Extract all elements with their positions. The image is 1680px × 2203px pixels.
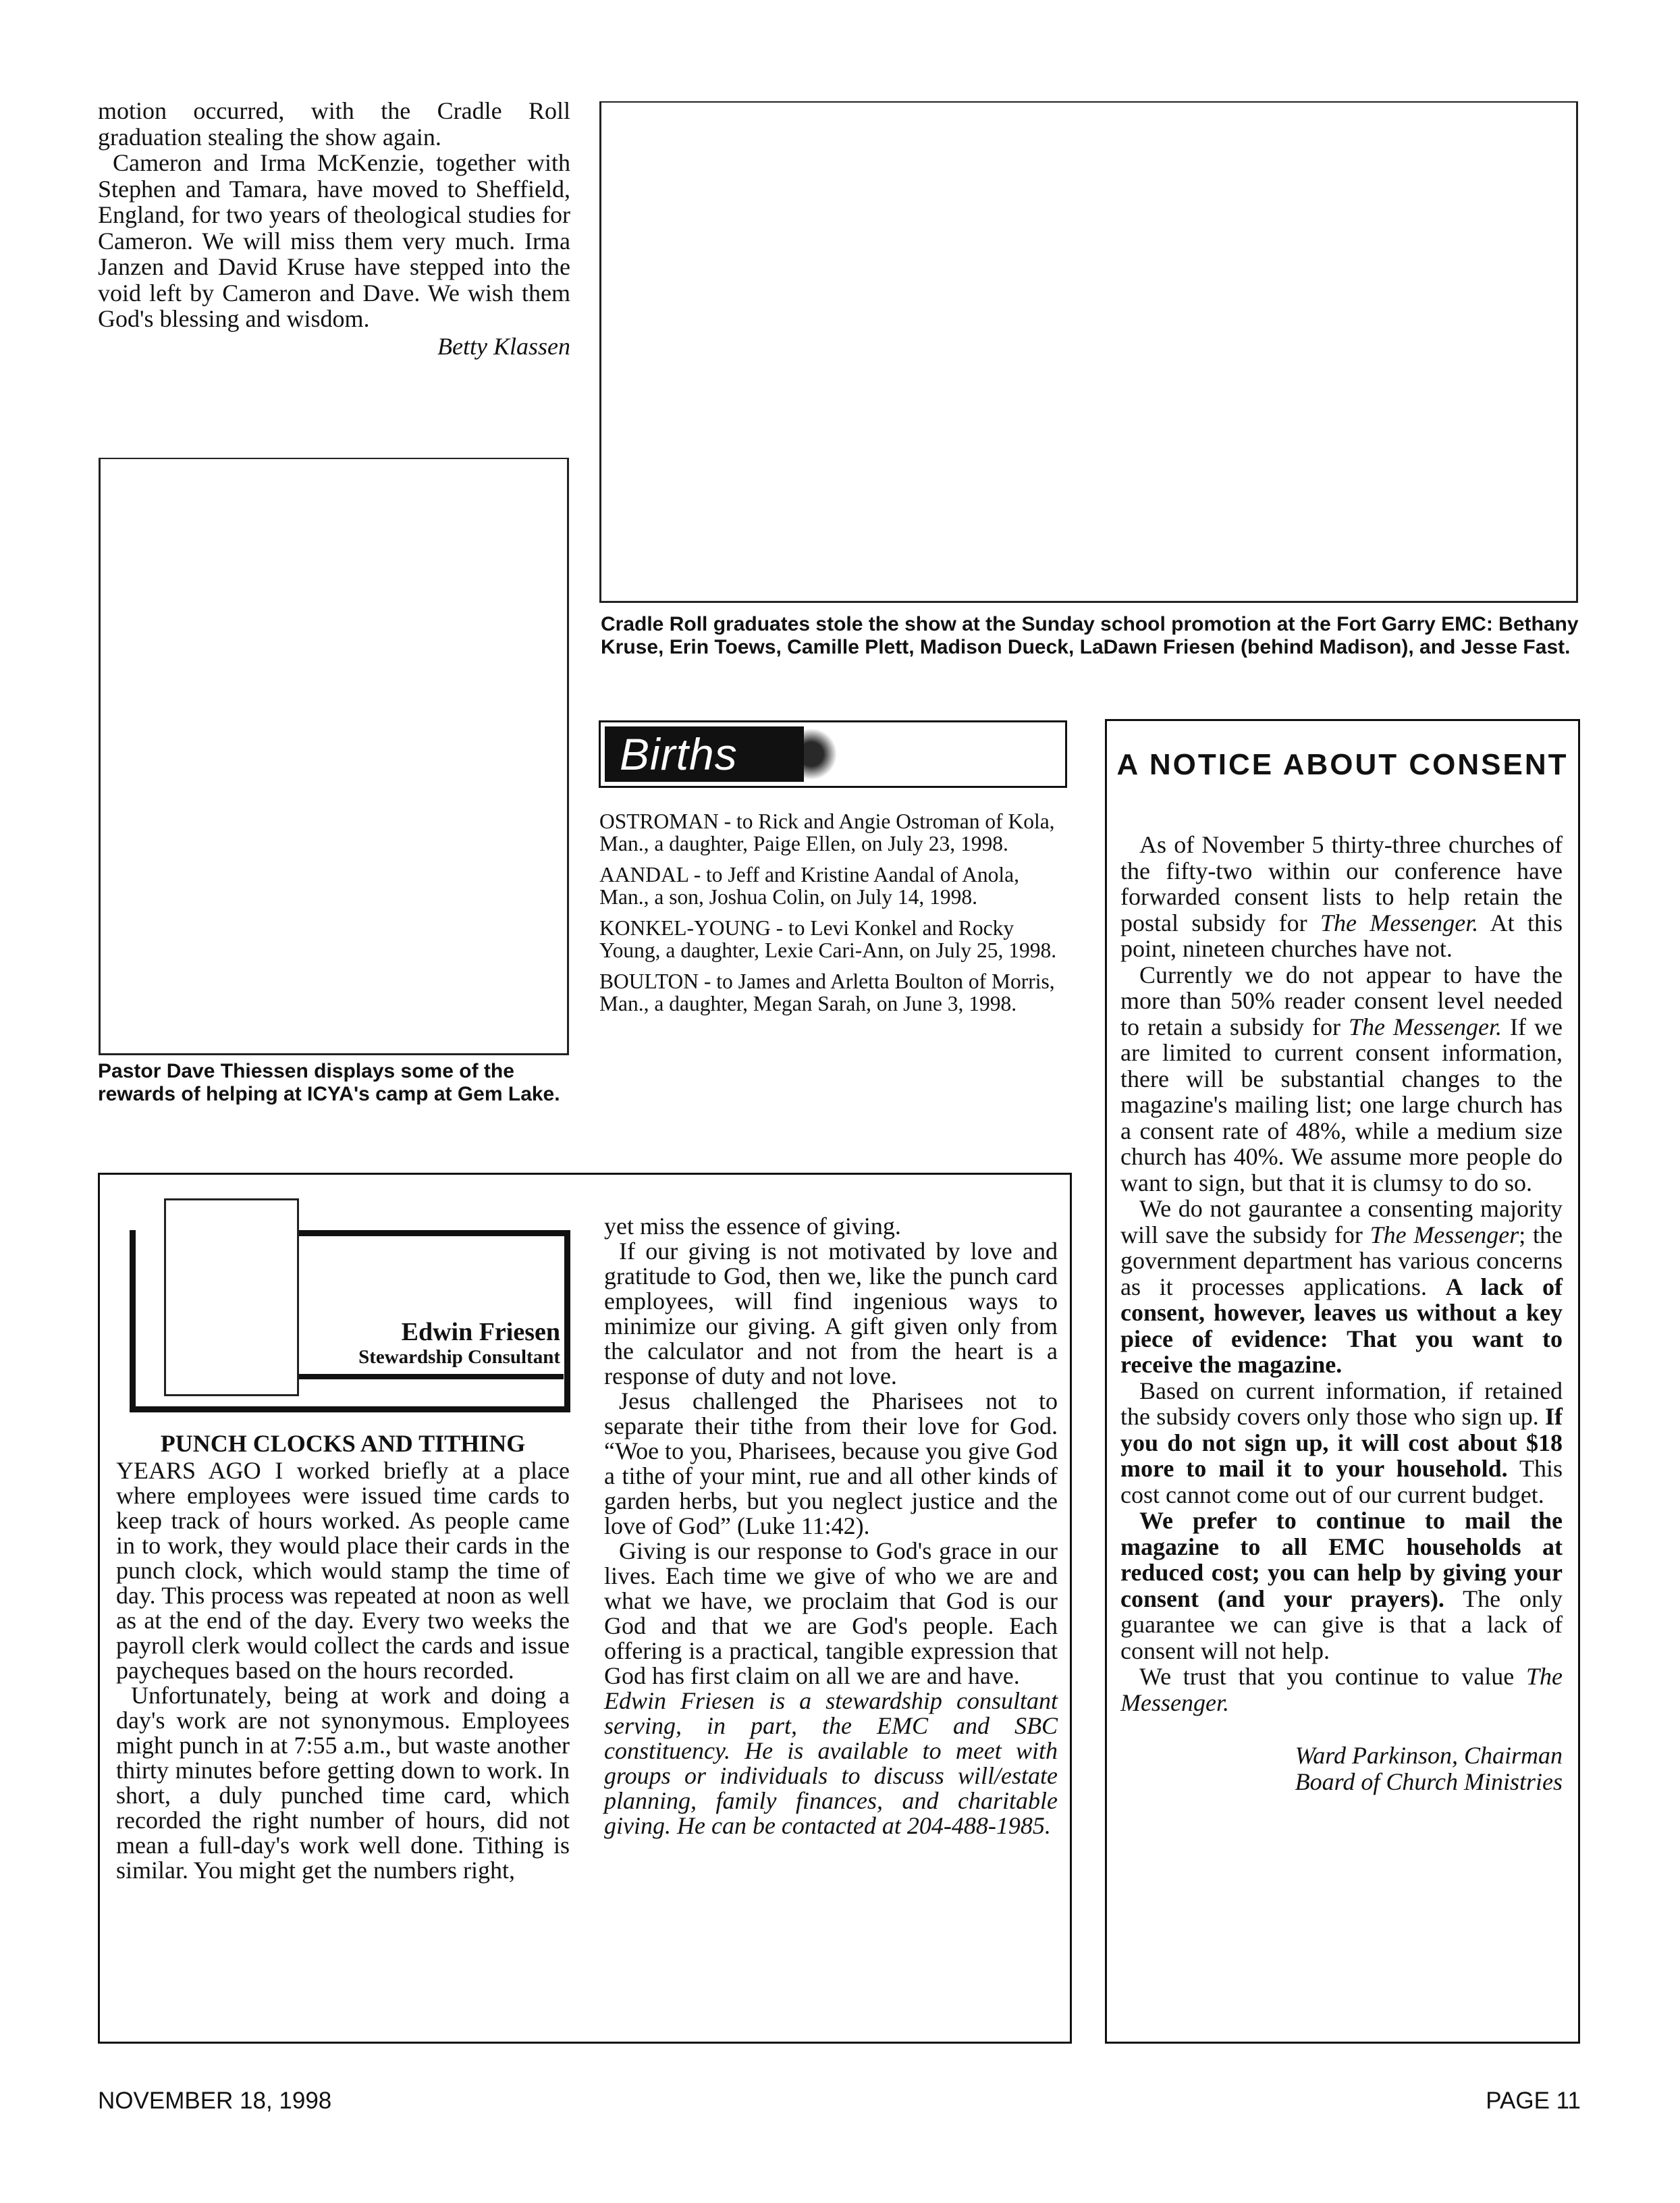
- notice-paragraph: As of November 5 thirty-three churches of the fifty-two within our conference have forwarded consent lists to help retain the postal subsidy for The Messenger. At this point, nineteen churches have not.: [1120, 831, 1563, 962]
- author-underline: [299, 1374, 564, 1379]
- stewardship-column-1: [116, 1431, 570, 1883]
- author-title: Stewardship Consultant: [358, 1346, 560, 1368]
- stewardship-paragraph: yet miss the essence of giving.: [604, 1213, 901, 1240]
- stewardship-paragraph: YEARS AGO I worked briefly at a place where employees were issued time cards to keep track of hours worked. As people came in to work, they would place their cards in the punch clock, which would stamp the time of day. This process was repeated at noon as well as at the end of the day. Every two weeks the payroll clerk would collect the cards and issue paycheques based on the hours recorded.: [116, 1457, 570, 1684]
- cradle-roll-photo: [599, 101, 1578, 603]
- footer-date: NOVEMBER 18, 1998: [98, 2088, 332, 2114]
- author-photo: [164, 1198, 299, 1396]
- notice-signature-name: Ward Parkinson, Chairman: [1295, 1742, 1563, 1769]
- author-bio: Edwin Friesen is a stewardship consultant serving, in part, the EMC and SBC constituency. He is available to meet with groups or individuals to discuss will/estate planning, family finances, and charitable giving. He can be contacted at 204-488-1985.: [604, 1687, 1058, 1839]
- article-signature: Betty Klassen: [437, 332, 570, 360]
- notice-paragraph: We do not gaurantee a consenting majority will save the subsidy for The Messenger; the government department has various concerns as it processes applications. A lack of consent, however, leaves us without a key piece of evidence: That you want to receive the magazine.: [1120, 1195, 1563, 1378]
- births-list: [599, 810, 1072, 1024]
- stewardship-paragraph: If our giving is not motivated by love and gratitude to God, then we, like the punch card employees, will find ingenious ways to minimize our giving. A gift given only from the calculator and not from the heart is a response of duty and not love.: [604, 1238, 1058, 1389]
- notice-paragraph: We trust that you continue to value The Messenger.: [1120, 1663, 1563, 1716]
- notice-paragraph: We prefer to continue to mail the magazine to all EMC households at reduced cost; you can help by giving your consent (and your prayers). The only guarantee we can give is that a lack of consent will not help.: [1120, 1507, 1563, 1664]
- births-title: Births: [620, 729, 738, 779]
- stewardship-heading: PUNCH CLOCKS AND TITHING: [160, 1430, 526, 1457]
- stewardship-paragraph: Jesus challenged the Pharisees not to separate their tithe from their love for God. “Woe to you, Pharisees, because you give God a tithe of your mint, rue and all other kinds of garden herbs, but you neglect justice and the love of God” (Luke 11:42).: [604, 1387, 1058, 1539]
- article-continuation: [98, 98, 570, 359]
- births-banner: [599, 720, 1067, 788]
- author-name: Edwin Friesen: [401, 1318, 560, 1346]
- notice-signature-title: Board of Church Ministries: [1295, 1768, 1563, 1795]
- birth-entry: OSTROMAN - to Rick and Angie Ostroman of Kola, Man., a daughter, Paige Ellen, on July 23, 1998.: [599, 809, 1055, 855]
- notice-title: A NOTICE ABOUT CONSENT: [1116, 748, 1569, 781]
- stewardship-paragraph: Unfortunately, being at work and doing a day's work are not synonymous. Employees might punch in at 7:55 a.m., but waste another thirty minutes before getting down to work. In short, a duly punched time card, which recorded the right number of hours, did not mean a full-day's work well done. Tithing is similar. You might get the numbers right,: [116, 1682, 570, 1884]
- notice-paragraph: Based on current information, if retained the subsidy covers only those who sign up. If you do not sign up, it will cost about $18 more to mail it to your household. This cost cannot come out of our current budget.: [1120, 1377, 1563, 1508]
- notice-body: [1120, 832, 1563, 1795]
- cradle-roll-caption: Cradle Roll graduates stole the show at the Sunday school promotion at the Fort Garry EMC: Bethany Kruse, Erin Toews, Camille Plett, Madison Dueck, LaDawn Friesen (behind Madison), and Jesse Fast.: [601, 613, 1579, 658]
- notice-paragraph: Currently we do not appear to have the more than 50% reader consent level needed to retain a subsidy for The Messenger. If we are limited to current consent information, there will be substantial changes to the magazine's mailing list; one large church has a consent rate of 48%, while a medium size church has 40%. We assume more people do want to sign, but that it is clumsy to do so.: [1120, 961, 1563, 1196]
- article-paragraph: motion occurred, with the Cradle Roll graduation stealing the show again.: [98, 97, 570, 151]
- footer-page-number: PAGE 11: [1486, 2088, 1581, 2114]
- birth-entry: AANDAL - to Jeff and Kristine Aandal of Anola, Man., a son, Joshua Colin, on July 14, 1998.: [599, 863, 1020, 909]
- article-paragraph: Cameron and Irma McKenzie, together with Stephen and Tamara, have moved to Sheffield, England, for two years of theological studies for Cameron. We will miss them very much. Irma Janzen and David Kruse have stepped into the void left by Cameron and Dave. We wish them God's blessing and wisdom.: [98, 149, 570, 332]
- pastor-photo: [99, 458, 569, 1055]
- pastor-caption: Pastor Dave Thiessen displays some of the rewards of helping at ICYA's camp at Gem Lake.: [98, 1060, 560, 1105]
- stewardship-paragraph: Giving is our response to God's grace in our lives. Each time we give of who we are and what we have, we proclaim that God is our God and that we are God's people. Each offering is a practical, tangible expression that God has first claim on all we are and have.: [604, 1537, 1058, 1689]
- birth-entry: BOULTON - to James and Arletta Boulton of Morris, Man., a daughter, Megan Sarah, on June 3, 1998.: [599, 970, 1055, 1015]
- stewardship-column-2: [604, 1214, 1058, 1838]
- banner-texture: [803, 726, 844, 782]
- birth-entry: KONKEL-YOUNG - to Levi Konkel and Rocky Young, a daughter, Lexie Cari-Ann, on July 25, 1998.: [599, 916, 1057, 962]
